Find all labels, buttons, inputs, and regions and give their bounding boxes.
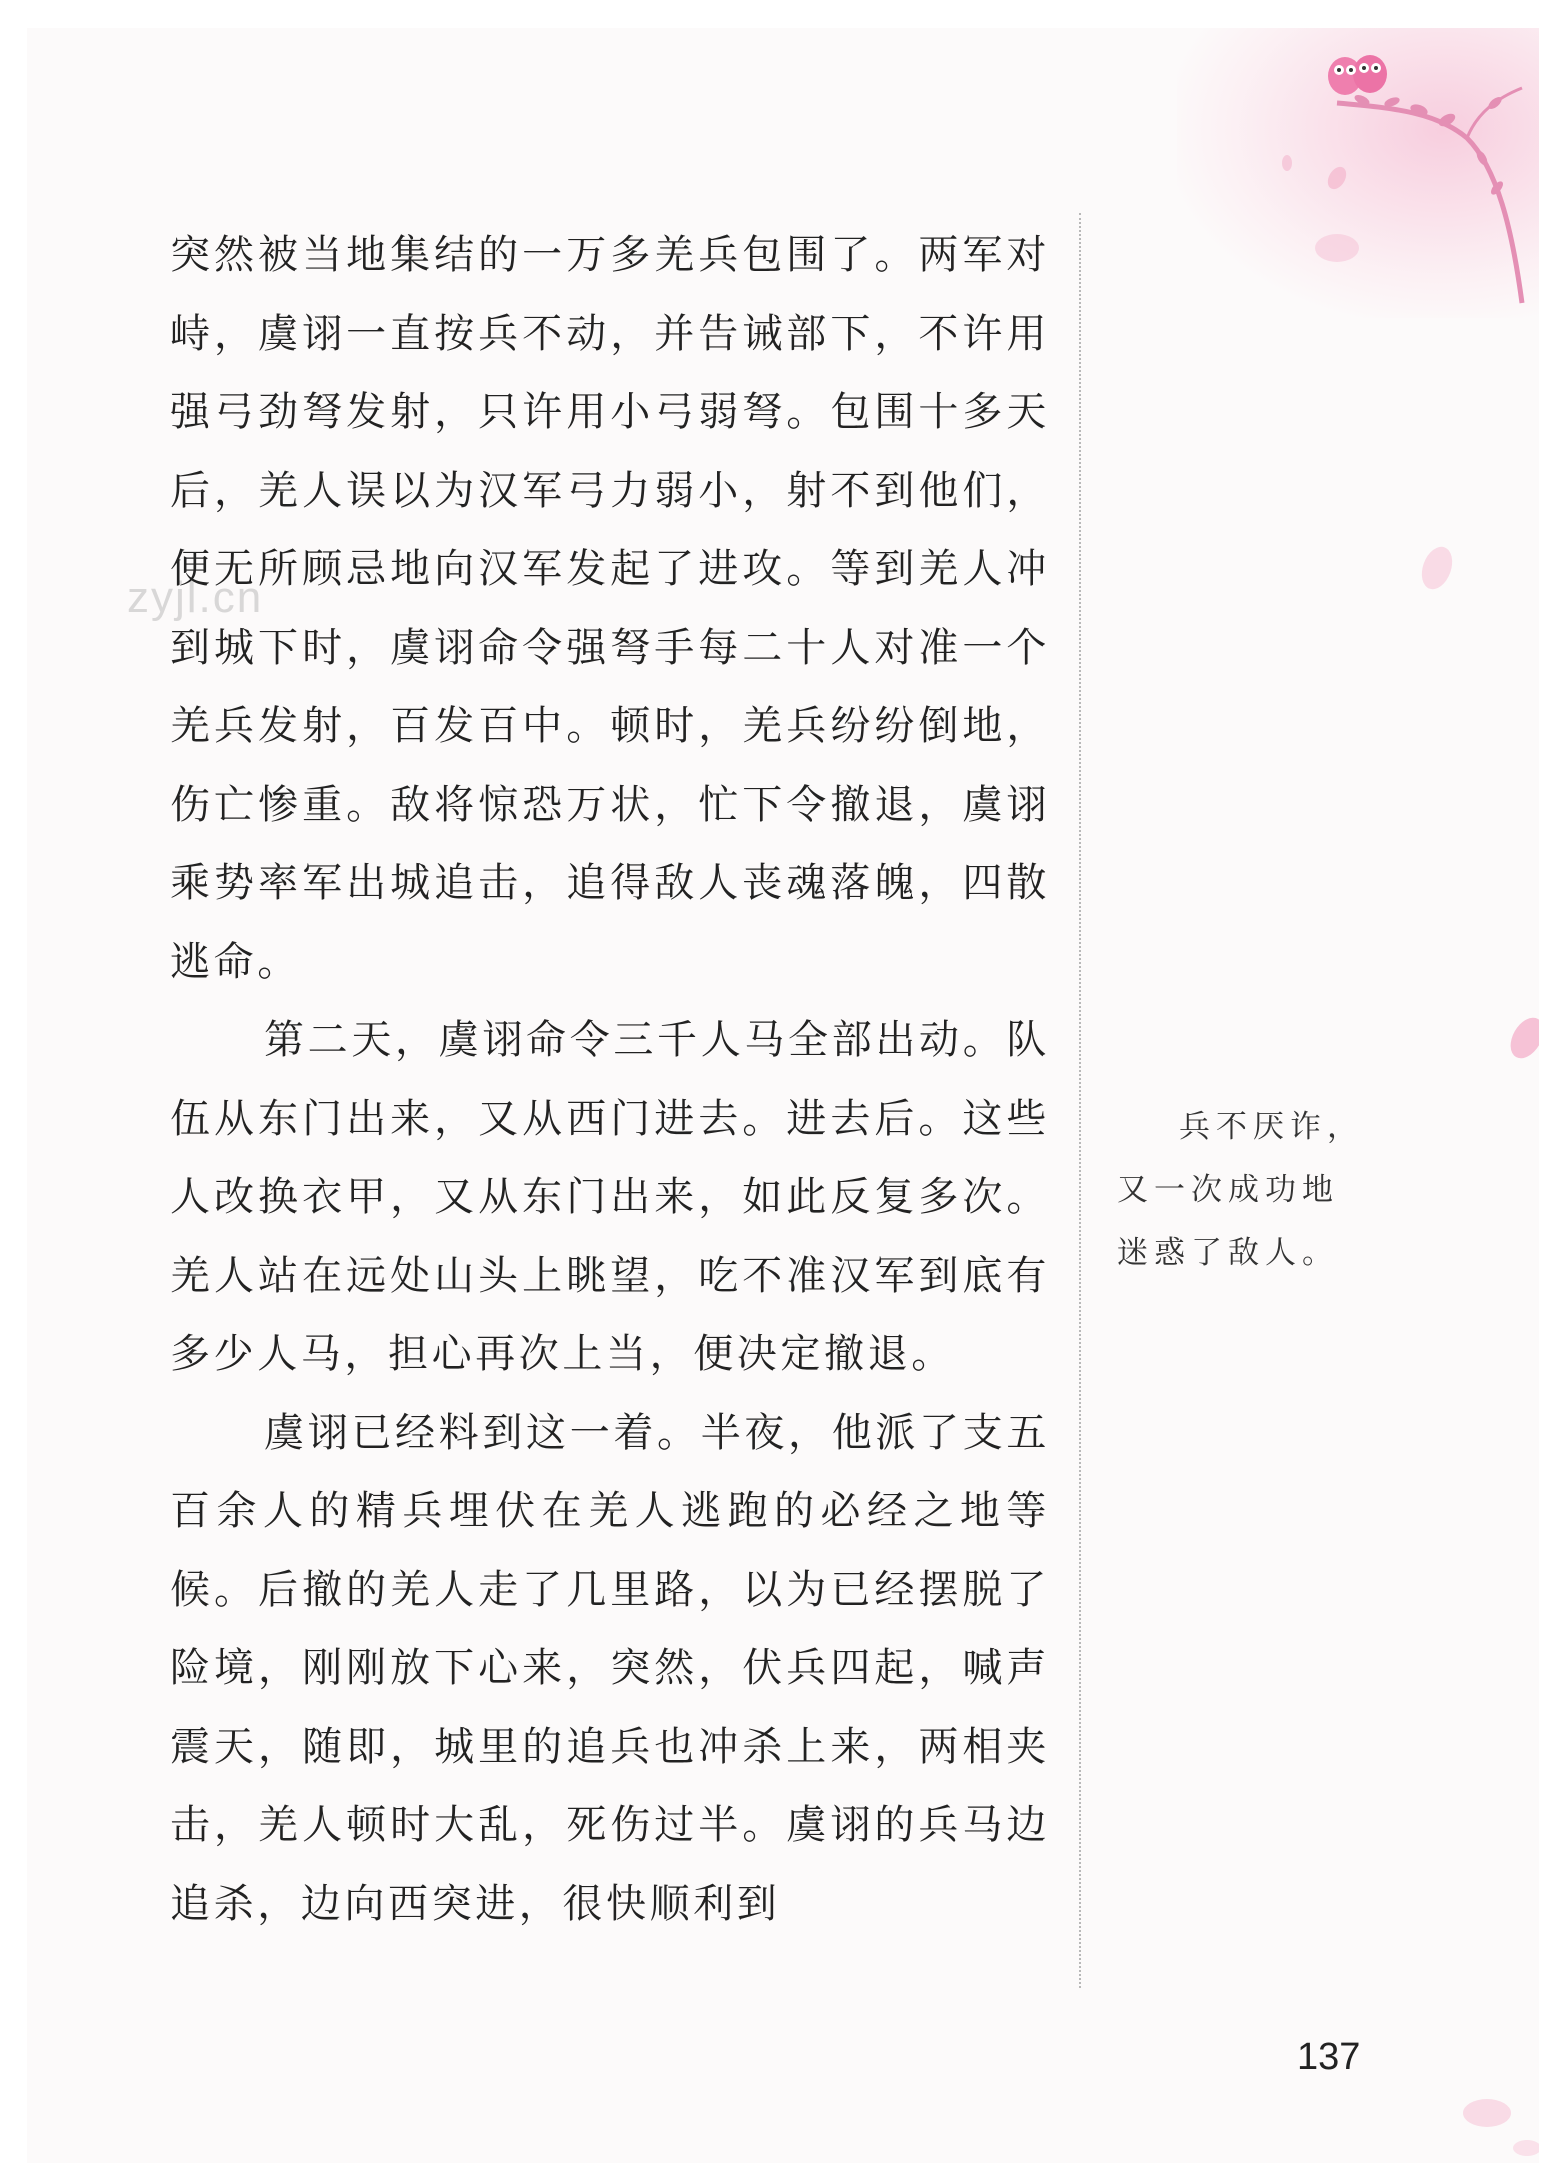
annotation-line: 又一次成功地 bbox=[1117, 1172, 1339, 1208]
paragraph-1: 突然被当地集结的一万多羌兵包围了。两军对峙，虞诩一直按兵不动，并告诫部下，不许用强弓劲弩发射，只许用小弓弱弩。包围十多天后，羌人误以为汉军弓力弱小，射不到他们，便无所顾忌地向汉军发起了进攻。等到羌人冲到城下时，虞诩命令强弩手每二十人对准一个羌兵发射，百发百中。顿时，羌兵纷纷倒地，伤亡惨重。敌将惊恐万状，忙下令撤退，虞诩乘势率军出城追击，追得敌人丧魂落魄，四散逃命。 bbox=[170, 232, 1050, 985]
page-number: 137 bbox=[1297, 2036, 1361, 2078]
margin-divider bbox=[1079, 213, 1081, 1988]
annotation-line: 兵不厌诈， bbox=[1179, 1109, 1364, 1145]
annotation-line: 迷惑了敌人。 bbox=[1117, 1235, 1339, 1271]
margin-annotation bbox=[1117, 1096, 1377, 1285]
book-page bbox=[27, 28, 1539, 2163]
body-text bbox=[170, 216, 1050, 1943]
pink-wash-decoration bbox=[1177, 28, 1539, 318]
paragraph-2: 第二天，虞诩命令三千人马全部出动。队伍从东门出来，又从西门进去。进去后。这些人改换衣甲，又从东门出来，如此反复多次。羌人站在远处山头上眺望，吃不准汉军到底有多少人马，担心再次上当，便决定撤退。 bbox=[170, 1017, 1050, 1377]
paragraph-3: 虞诩已经料到这一着。半夜，他派了支五百余人的精兵埋伏在羌人逃跑的必经之地等候。后撤的羌人走了几里路，以为已经摆脱了险境，刚刚放下心来，突然，伏兵四起，喊声震天，随即，城里的追兵也冲杀上来，两相夹击，羌人顿时大乱，死伤过半。虞诩的兵马边追杀，边向西突进，很快顺利到 bbox=[170, 1409, 1050, 1927]
watermark: zyjl.cn bbox=[127, 573, 264, 622]
